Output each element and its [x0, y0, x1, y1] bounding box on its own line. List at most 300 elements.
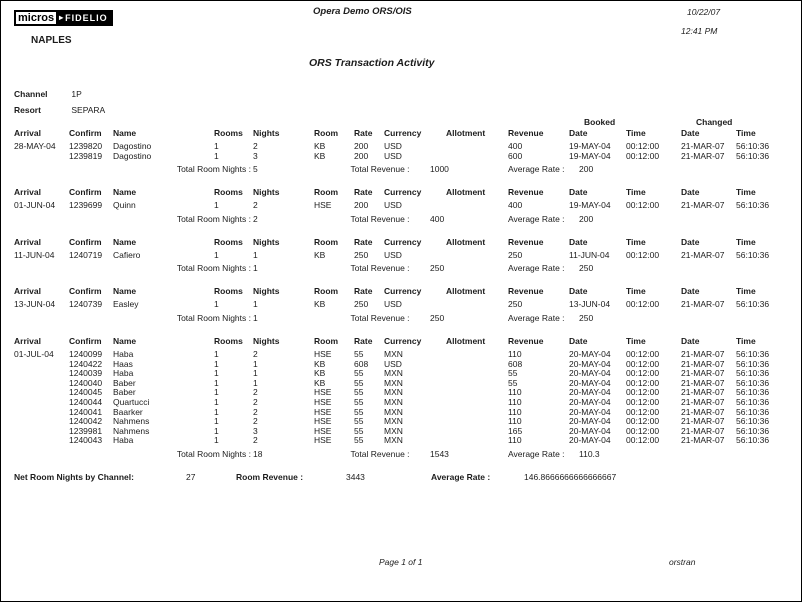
- cell-currency: MXN: [384, 425, 403, 436]
- cell-currency: MXN: [384, 387, 403, 398]
- cell-currency: USD: [384, 200, 402, 211]
- cell-allotment: [446, 398, 508, 408]
- net-room-nights-label: Net Room Nights by Channel:: [14, 471, 134, 482]
- cell-confirm: 1240042: [69, 416, 103, 427]
- col-header-name: Name: [113, 286, 137, 297]
- cell-changed_time: 56:10:36: [736, 416, 770, 427]
- cell-room: KB: [314, 299, 326, 310]
- changed-super-header: Changed: [696, 117, 733, 127]
- cell-revenue: 165: [508, 425, 523, 436]
- channel-label: Channel: [14, 89, 48, 99]
- total-revenue-label: Total Revenue :: [350, 312, 410, 323]
- total-room-nights-label: Total Room Nights :: [176, 213, 251, 224]
- arrival-group: [14, 286, 784, 323]
- cell-rate: 200: [354, 150, 369, 161]
- group-average-rate-value: 110.3: [579, 448, 600, 459]
- cell-rate: 55: [354, 406, 364, 417]
- cell-name: Haba: [113, 348, 134, 359]
- report-id: orstran: [669, 557, 696, 567]
- cell-changed_date: 21-MAR-07: [681, 141, 725, 151]
- cell-booked_date: 20-MAY-04: [569, 425, 611, 436]
- cell-revenue: 110: [508, 387, 522, 398]
- cell-allotment: [446, 369, 508, 379]
- cell-name: Dagostino: [113, 141, 152, 151]
- col-header-allotment: Allotment: [446, 236, 486, 247]
- cell-booked_time: 00:12:00: [626, 368, 660, 379]
- cell-allotment: [446, 201, 508, 211]
- cell-booked_date: 19-MAY-04: [569, 150, 611, 161]
- cell-booked_date: 11-JUN-04: [569, 249, 610, 260]
- cell-changed_time: 56:10:36: [736, 435, 770, 446]
- cell-nights: 2: [253, 435, 258, 446]
- col-header-room: Room: [314, 286, 339, 297]
- cell-booked_date: 20-MAY-04: [569, 358, 611, 369]
- col-header-changed_date: Date: [681, 335, 700, 346]
- cell-currency: USD: [384, 299, 402, 310]
- cell-changed_time: 56:10:36: [736, 358, 770, 369]
- column-header-row: [14, 187, 776, 198]
- cell-arrival: [14, 152, 69, 162]
- cell-revenue: 250: [508, 249, 523, 260]
- cell-confirm: 1239699: [69, 200, 103, 211]
- cell-rate: 55: [354, 377, 364, 388]
- empty-super-cell: [14, 117, 69, 128]
- group-average-rate-label: Average Rate :: [508, 164, 565, 175]
- cell-name: Baber: [113, 377, 136, 388]
- group-totals-row: [14, 449, 776, 459]
- cell-name: Haba: [113, 368, 134, 379]
- col-header-revenue: Revenue: [508, 187, 544, 198]
- cell-currency: USD: [384, 358, 402, 369]
- col-header-currency: Currency: [384, 128, 422, 138]
- column-header-row: [14, 237, 776, 248]
- cell-room: KB: [314, 368, 326, 379]
- group-average-rate-value: 200: [579, 164, 594, 175]
- cell-booked_time: 00:12:00: [626, 249, 660, 260]
- cell-rooms: 1: [214, 387, 219, 398]
- col-header-nights: Nights: [253, 187, 280, 198]
- cell-arrival: 01-JUL-04: [14, 348, 54, 359]
- cell-booked_date: 20-MAY-04: [569, 416, 611, 427]
- col-header-changed_time: Time: [736, 286, 756, 297]
- empty-super-cell: [354, 117, 384, 128]
- col-header-allotment: Allotment: [446, 335, 486, 346]
- cell-room: HSE: [314, 406, 332, 417]
- total-revenue-value: 400: [430, 213, 445, 224]
- col-header-booked_time: Time: [626, 187, 646, 198]
- cell-booked_time: 00:12:00: [626, 396, 660, 407]
- col-header-booked_date: Date: [569, 128, 588, 138]
- cell-confirm: 1239981: [69, 425, 103, 436]
- col-header-name: Name: [113, 128, 137, 138]
- net-room-nights-value: 27: [186, 471, 196, 482]
- col-header-booked_date: Date: [569, 236, 588, 247]
- cell-revenue: 110: [508, 396, 522, 407]
- report-table: [14, 117, 784, 484]
- column-header-row: [14, 336, 776, 347]
- cell-allotment: [446, 350, 508, 360]
- cell-room: KB: [314, 150, 326, 161]
- cell-revenue: 55: [508, 368, 518, 379]
- group-totals-row: [14, 164, 776, 174]
- cell-nights: 1: [253, 377, 258, 388]
- col-header-nights: Nights: [253, 335, 280, 346]
- col-header-currency: Currency: [384, 236, 422, 247]
- cell-nights: 1: [253, 299, 258, 310]
- cell-name: Baarker: [113, 406, 143, 417]
- group-average-rate-label: Average Rate :: [508, 312, 565, 323]
- cell-changed_date: 21-MAR-07: [681, 348, 725, 359]
- col-header-confirm: Confirm: [69, 286, 102, 297]
- cell-changed_date: 21-MAR-07: [681, 200, 725, 211]
- col-header-revenue: Revenue: [508, 286, 544, 297]
- micros-fidelio-logo: [14, 10, 113, 26]
- cell-rate: 55: [354, 387, 364, 398]
- cell-revenue: 110: [508, 348, 522, 359]
- cell-changed_time: 56:10:36: [736, 377, 770, 388]
- cell-name: Nahmens: [113, 425, 150, 436]
- cell-rate: 608: [354, 358, 369, 369]
- page-number: Page 1 of 1: [379, 557, 423, 567]
- empty-super-cell: [253, 117, 314, 128]
- cell-arrival: [14, 379, 69, 389]
- col-header-booked_time: Time: [626, 236, 646, 247]
- cell-revenue: 55: [508, 377, 518, 388]
- column-header-row: [14, 286, 776, 297]
- empty-super-cell: [384, 117, 446, 128]
- cell-allotment: [446, 417, 508, 427]
- cell-booked_time: 00:12:00: [626, 406, 660, 417]
- total-revenue-label: Total Revenue :: [350, 448, 410, 459]
- cell-booked_time: 00:12:00: [626, 141, 660, 151]
- cell-confirm: 1240044: [69, 396, 103, 407]
- empty-super-cell: [446, 117, 508, 128]
- cell-changed_time: 56:10:36: [736, 425, 770, 436]
- cell-revenue: 400: [508, 200, 523, 211]
- arrival-group: [14, 187, 784, 224]
- empty-super-cell: [113, 117, 214, 128]
- col-header-allotment: Allotment: [446, 187, 486, 198]
- cell-rooms: 1: [214, 358, 219, 369]
- group-average-rate-value: 250: [579, 312, 594, 323]
- col-header-changed_date: Date: [681, 236, 700, 247]
- table-row: [14, 300, 776, 310]
- cell-changed_date: 21-MAR-07: [681, 377, 725, 388]
- cell-revenue: 110: [508, 406, 522, 417]
- table-row: [14, 201, 776, 211]
- cell-booked_date: 20-MAY-04: [569, 406, 611, 417]
- col-header-name: Name: [113, 335, 137, 346]
- col-header-booked_date: Date: [569, 286, 588, 297]
- cell-booked_date: 20-MAY-04: [569, 396, 611, 407]
- cell-arrival: [14, 427, 69, 437]
- cell-room: HSE: [314, 416, 332, 427]
- cell-currency: USD: [384, 249, 402, 260]
- col-header-name: Name: [113, 236, 137, 247]
- cell-arrival: [14, 360, 69, 370]
- channel-value: 1P: [71, 89, 82, 99]
- cell-booked_date: 20-MAY-04: [569, 377, 611, 388]
- cell-changed_time: 56:10:36: [736, 396, 770, 407]
- col-header-currency: Currency: [384, 187, 422, 198]
- cell-changed_time: 56:10:36: [736, 200, 770, 211]
- channel-summary: [14, 472, 776, 484]
- total-room-nights-label: Total Room Nights :: [176, 263, 251, 274]
- col-header-rate: Rate: [354, 236, 373, 247]
- col-header-changed_date: Date: [681, 187, 700, 198]
- empty-super-cell: [314, 117, 354, 128]
- col-header-arrival: Arrival: [14, 335, 41, 346]
- cell-allotment: [446, 427, 508, 437]
- group-average-rate-label: Average Rate :: [508, 448, 565, 459]
- cell-currency: MXN: [384, 406, 403, 417]
- total-room-nights-value: 1: [253, 263, 258, 274]
- average-rate-value: 146.8666666666666667: [524, 471, 617, 482]
- cell-name: Haas: [113, 358, 133, 369]
- cell-booked_time: 00:12:00: [626, 435, 660, 446]
- channel-row: [14, 89, 105, 105]
- cell-revenue: 608: [508, 358, 523, 369]
- cell-changed_time: 56:10:36: [736, 368, 770, 379]
- cell-currency: MXN: [384, 396, 403, 407]
- property-name: NAPLES: [31, 35, 72, 46]
- cell-arrival: [14, 388, 69, 398]
- cell-currency: USD: [384, 150, 402, 161]
- col-header-allotment: Allotment: [446, 128, 486, 138]
- cell-revenue: 400: [508, 141, 523, 151]
- cell-changed_date: 21-MAR-07: [681, 358, 725, 369]
- cell-allotment: [446, 408, 508, 418]
- col-header-allotment: Allotment: [446, 286, 486, 297]
- group-average-rate-value: 200: [579, 213, 594, 224]
- table-row: [14, 436, 776, 446]
- resort-value: SEPARA: [71, 105, 106, 115]
- cell-changed_date: 21-MAR-07: [681, 435, 725, 446]
- cell-nights: 2: [253, 200, 258, 211]
- fidelio-logo-text: FIDELIO: [64, 10, 113, 26]
- cell-confirm: 1239820: [69, 141, 103, 151]
- col-header-changed_date: Date: [681, 286, 700, 297]
- col-header-revenue: Revenue: [508, 335, 544, 346]
- cell-changed_date: 21-MAR-07: [681, 406, 725, 417]
- super-header-row: [14, 117, 776, 128]
- cell-name: Quinn: [113, 200, 136, 211]
- cell-booked_time: 00:12:00: [626, 348, 660, 359]
- col-header-room: Room: [314, 335, 339, 346]
- cell-changed_date: 21-MAR-07: [681, 249, 725, 260]
- group-average-rate-value: 250: [579, 263, 594, 274]
- cell-changed_time: 56:10:36: [736, 141, 770, 151]
- cell-allotment: [446, 142, 508, 152]
- col-header-nights: Nights: [253, 236, 280, 247]
- cell-arrival: [14, 408, 69, 418]
- cell-confirm: 1240045: [69, 387, 103, 398]
- cell-changed_date: 21-MAR-07: [681, 150, 725, 161]
- report-date: 10/22/07: [687, 7, 721, 17]
- table-row: [14, 152, 776, 162]
- cell-confirm: 1240040: [69, 377, 103, 388]
- cell-booked_date: 20-MAY-04: [569, 435, 611, 446]
- cell-arrival: 11-JUN-04: [14, 249, 55, 260]
- group-totals-row: [14, 214, 776, 224]
- cell-changed_time: 56:10:36: [736, 387, 770, 398]
- total-room-nights-label: Total Room Nights :: [176, 312, 251, 323]
- total-revenue-label: Total Revenue :: [350, 213, 410, 224]
- total-revenue-value: 250: [430, 312, 445, 323]
- cell-allotment: [446, 360, 508, 370]
- cell-rate: 200: [354, 141, 369, 151]
- cell-confirm: 1240099: [69, 348, 103, 359]
- cell-booked_time: 00:12:00: [626, 358, 660, 369]
- cell-confirm: 1240739: [69, 299, 103, 310]
- cell-rooms: 1: [214, 348, 219, 359]
- cell-rooms: 1: [214, 435, 219, 446]
- cell-name: Dagostino: [113, 150, 152, 161]
- group-totals-row: [14, 263, 776, 273]
- total-room-nights-value: 18: [253, 448, 263, 459]
- cell-changed_time: 56:10:36: [736, 406, 770, 417]
- cell-booked_time: 00:12:00: [626, 299, 660, 310]
- cell-nights: 2: [253, 406, 258, 417]
- cell-name: Easley: [113, 299, 139, 310]
- cell-revenue: 110: [508, 435, 522, 446]
- col-header-room: Room: [314, 128, 339, 138]
- cell-currency: MXN: [384, 377, 403, 388]
- cell-name: Cafiero: [113, 249, 141, 260]
- cell-changed_time: 56:10:36: [736, 150, 770, 161]
- cell-currency: MXN: [384, 348, 403, 359]
- col-header-changed_time: Time: [736, 187, 756, 198]
- cell-allotment: [446, 379, 508, 389]
- col-header-booked_time: Time: [626, 335, 646, 346]
- cell-changed_date: 21-MAR-07: [681, 299, 725, 310]
- arrival-group: [14, 237, 784, 274]
- col-header-rooms: Rooms: [214, 286, 243, 297]
- cell-rate: 55: [354, 435, 364, 446]
- cell-booked_date: 13-JUN-04: [569, 299, 611, 310]
- cell-rooms: 1: [214, 249, 219, 260]
- total-room-nights-value: 1: [253, 312, 258, 323]
- cell-allotment: [446, 436, 508, 446]
- cell-room: HSE: [314, 435, 332, 446]
- empty-super-cell: [69, 117, 113, 128]
- cell-allotment: [446, 152, 508, 162]
- total-revenue-label: Total Revenue :: [350, 164, 410, 175]
- cell-revenue: 600: [508, 150, 523, 161]
- cell-arrival: 28-MAY-04: [14, 141, 56, 151]
- total-revenue-label: Total Revenue :: [350, 263, 410, 274]
- cell-nights: 2: [253, 396, 258, 407]
- col-header-name: Name: [113, 187, 137, 198]
- col-header-confirm: Confirm: [69, 187, 102, 198]
- col-header-arrival: Arrival: [14, 236, 41, 247]
- col-header-revenue: Revenue: [508, 236, 544, 247]
- col-header-booked_date: Date: [569, 187, 588, 198]
- resort-label: Resort: [14, 105, 41, 115]
- cell-rooms: 1: [214, 396, 219, 407]
- cell-changed_date: 21-MAR-07: [681, 425, 725, 436]
- col-header-changed_date: Date: [681, 128, 700, 138]
- cell-name: Nahmens: [113, 416, 150, 427]
- cell-confirm: 1240041: [69, 406, 103, 417]
- cell-rooms: 1: [214, 299, 219, 310]
- cell-nights: 3: [253, 425, 258, 436]
- cell-revenue: 250: [508, 299, 523, 310]
- cell-currency: USD: [384, 141, 402, 151]
- col-header-booked_date: Date: [569, 335, 588, 346]
- cell-room: KB: [314, 249, 326, 260]
- arrival-group: [14, 336, 784, 459]
- micros-logo-text: micros: [14, 10, 58, 26]
- cell-booked_time: 00:12:00: [626, 416, 660, 427]
- cell-changed_time: 56:10:36: [736, 299, 770, 310]
- cell-rooms: 1: [214, 425, 219, 436]
- cell-changed_date: 21-MAR-07: [681, 387, 725, 398]
- col-header-rate: Rate: [354, 335, 373, 346]
- cell-nights: 1: [253, 358, 258, 369]
- cell-arrival: [14, 436, 69, 446]
- cell-confirm: 1240043: [69, 435, 103, 446]
- cell-confirm: 1240422: [69, 358, 103, 369]
- cell-room: HSE: [314, 396, 332, 407]
- cell-rooms: 1: [214, 377, 219, 388]
- cell-rooms: 1: [214, 141, 219, 151]
- cell-revenue: 110: [508, 416, 522, 427]
- cell-rate: 200: [354, 200, 369, 211]
- cell-name: Quartucci: [113, 396, 150, 407]
- col-header-nights: Nights: [253, 128, 280, 138]
- column-header-row: [14, 128, 776, 139]
- cell-room: HSE: [314, 387, 332, 398]
- col-header-rate: Rate: [354, 128, 373, 138]
- report-time: 12:41 PM: [681, 26, 718, 36]
- cell-nights: 2: [253, 387, 258, 398]
- cell-room: HSE: [314, 425, 332, 436]
- room-revenue-value: 3443: [346, 471, 365, 482]
- cell-currency: MXN: [384, 416, 403, 427]
- cell-rooms: 1: [214, 416, 219, 427]
- report-title: Opera Demo ORS/OIS: [313, 6, 412, 17]
- cell-room: KB: [314, 377, 326, 388]
- cell-rooms: 1: [214, 406, 219, 417]
- cell-rate: 250: [354, 249, 369, 260]
- cell-nights: 2: [253, 141, 258, 151]
- cell-booked_time: 00:12:00: [626, 377, 660, 388]
- col-header-confirm: Confirm: [69, 236, 102, 247]
- cell-currency: MXN: [384, 368, 403, 379]
- total-revenue-value: 250: [430, 263, 445, 274]
- cell-arrival: 13-JUN-04: [14, 299, 56, 310]
- cell-arrival: [14, 369, 69, 379]
- cell-rate: 55: [354, 416, 364, 427]
- col-header-confirm: Confirm: [69, 335, 102, 346]
- report-subtitle: ORS Transaction Activity: [309, 57, 435, 69]
- logo-arrow-icon: ▸: [58, 10, 64, 26]
- total-room-nights-label: Total Room Nights :: [176, 448, 251, 459]
- cell-rate: 55: [354, 348, 364, 359]
- cell-allotment: [446, 251, 508, 261]
- cell-confirm: 1240039: [69, 368, 103, 379]
- cell-rate: 55: [354, 396, 364, 407]
- cell-booked_date: 20-MAY-04: [569, 387, 611, 398]
- empty-super-cell: [736, 117, 776, 128]
- cell-nights: 1: [253, 368, 258, 379]
- cell-booked_time: 00:12:00: [626, 425, 660, 436]
- room-revenue-label: Room Revenue :: [236, 471, 304, 482]
- cell-booked_time: 00:12:00: [626, 150, 660, 161]
- empty-super-cell: [626, 117, 681, 128]
- col-header-arrival: Arrival: [14, 286, 41, 297]
